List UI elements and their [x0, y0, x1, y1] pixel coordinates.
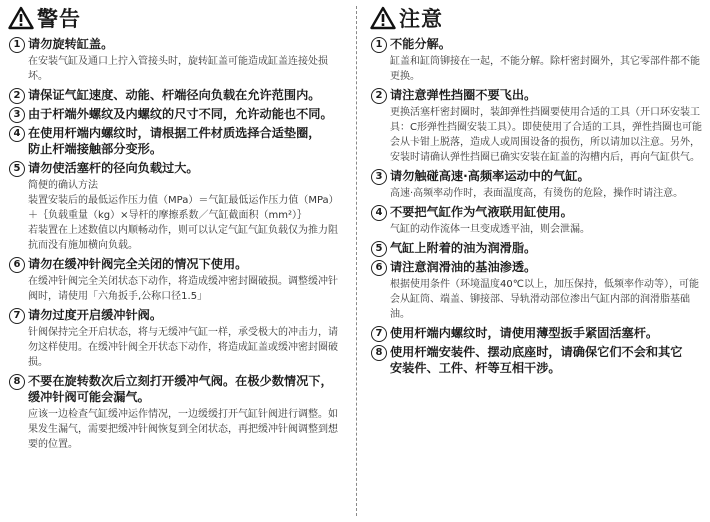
item-title-line: 安装件、工件、杆等互相干涉。 — [390, 361, 561, 375]
caution-section — [370, 4, 704, 379]
column-divider — [356, 6, 357, 516]
item-description — [390, 277, 704, 322]
warning-list — [8, 36, 344, 452]
caution-item-8 — [370, 344, 704, 376]
item-title-line: 请勿在缓冲针阀完全关闭的情况下使用。 — [28, 257, 248, 271]
item-title — [390, 259, 704, 275]
item-number: 3 — [9, 107, 25, 123]
caution-title: 注意 — [399, 7, 443, 31]
caution-list — [370, 36, 704, 376]
warning-item-4 — [8, 125, 344, 157]
item-title — [390, 36, 704, 52]
warning-item-7 — [8, 307, 344, 370]
warning-item-1 — [8, 36, 344, 84]
item-number: 8 — [9, 374, 25, 390]
item-title-line: 由于杆端外螺纹及内螺纹的尺寸不同，允许动能也不同。 — [28, 107, 333, 121]
item-number: 5 — [371, 241, 387, 257]
item-title-line: 请注意弹性挡圈不要飞出。 — [390, 88, 537, 102]
item-title — [28, 373, 344, 405]
warning-section — [8, 4, 344, 455]
item-title-line: 缓冲针阀可能会漏气。 — [28, 390, 150, 404]
item-title — [28, 125, 344, 157]
item-number: 6 — [9, 257, 25, 273]
item-description-line: 应该一边检查气缸缓冲运作情况，一边缓缓打开气缸针阀进行调整。如果发生漏气，需要把缓冲针阀恢复到全闭状态，再把缓冲针阀调整到想要的位置。 — [28, 409, 338, 450]
item-description-line: 在缓冲针阀完全关闭状态下动作，将造成缓冲密封圈破损。调整缓冲针阀时，请使用「六角扳手,公称口径1.5」 — [28, 276, 338, 302]
item-title-line: 请勿触碰高速·高频率运动中的气缸。 — [390, 169, 590, 183]
item-title — [390, 344, 704, 376]
item-title — [28, 87, 344, 103]
item-number: 1 — [9, 37, 25, 53]
warning-item-3 — [8, 106, 344, 122]
caution-item-7 — [370, 325, 704, 341]
caution-item-2 — [370, 87, 704, 165]
item-description — [28, 325, 344, 370]
item-title — [28, 160, 344, 176]
item-description-line: 若装置在上述数值以内顺畅动作，则可以认定气缸气缸负载仅为推力阻抗而没有施加横向负载。 — [28, 225, 338, 251]
item-number: 8 — [371, 345, 387, 361]
item-title-line: 在使用杆端内螺纹时，请根据工件材质选择合适垫圈， — [28, 126, 321, 140]
item-description-line: 针阀保持完全开启状态，将与无缓冲气缸一样，承受极大的冲击力，请勿这样使用。在缓冲针阀全开状态下动作，将造成缸盖或缓冲密封圈破损。 — [28, 327, 338, 368]
item-description-line: 在安装气缸及通口上拧入管接头时，旋转缸盖可能造成缸盖连接处损坏。 — [28, 56, 328, 82]
caution-item-1 — [370, 36, 704, 84]
warning-item-5 — [8, 160, 344, 253]
item-number: 3 — [371, 169, 387, 185]
item-description-line: 更换活塞杆密封圈时，装卸弹性挡圈要使用合适的工具（开口环安装工具：C形弹性挡圈安装工具）。即使使用了合适的工具，弹性挡圈也可能会从卡钳上脱落，造成人或周围设备的损伤，所以请加以注意。另外，安装时请确认弹性挡圈已确实安装在缸盖的沟槽内后，再向气缸供气。 — [390, 107, 702, 163]
item-title-line: 气缸上附着的油为润滑脂。 — [390, 241, 537, 255]
item-title-line: 不要在旋转数次后立刻打开缓冲气阀。在极少数情况下， — [28, 374, 333, 388]
item-description — [390, 222, 704, 237]
item-title — [28, 307, 344, 323]
item-title-line: 使用杆端安装件、摆动底座时，请确保它们不会和其它 — [390, 345, 683, 359]
caution-item-5 — [370, 240, 704, 256]
item-number: 6 — [371, 260, 387, 276]
item-description-line: 缸盖和缸筒铆接在一起，不能分解。除杆密封圈外，其它零部件都不能更换。 — [390, 56, 700, 82]
item-number: 1 — [371, 37, 387, 53]
item-title-line: 请勿使活塞杆的径向负载过大。 — [28, 161, 199, 175]
item-number: 7 — [9, 308, 25, 324]
item-description-line: 气缸的动作流体一旦变成透平油，则会泄漏。 — [390, 224, 590, 235]
item-title-line: 请勿旋转缸盖。 — [28, 37, 114, 51]
item-title — [390, 168, 704, 184]
caution-triangle-icon — [370, 6, 396, 30]
item-description-line: 装置安装后的最低运作压力值（MPa）＝气缸最低运作压力值（MPa）＋｛负载重量（kg）×导杆的摩擦系数／气缸截面积（mm²）｝ — [28, 195, 339, 221]
warning-heading — [8, 4, 344, 32]
item-title — [28, 106, 344, 122]
item-title-line: 请保证气缸速度、动能、杆端径向负载在允许范围内。 — [28, 88, 321, 102]
item-description — [28, 407, 344, 452]
warning-item-2 — [8, 87, 344, 103]
item-description — [390, 54, 704, 84]
warning-item-6 — [8, 256, 344, 304]
item-title — [390, 240, 704, 256]
item-number: 5 — [9, 161, 25, 177]
warning-item-8 — [8, 373, 344, 452]
item-title-line: 不能分解。 — [390, 37, 451, 51]
warning-title: 警告 — [37, 7, 81, 31]
item-title-line: 防止杆端接触部分变形。 — [28, 142, 163, 156]
caution-item-4 — [370, 204, 704, 237]
caution-item-6 — [370, 259, 704, 322]
item-description-line: 简便的确认方法 — [28, 180, 98, 191]
item-description — [28, 178, 344, 253]
item-description-line: 根据使用条件（环境温度40℃以上，加压保持，低频率作动等），可能会从缸筒、端盖、铆接部、导轨滑动部位渗出气缸内部的润滑脂基础油。 — [390, 279, 699, 320]
item-number: 2 — [9, 88, 25, 104]
caution-heading — [370, 4, 704, 32]
item-number: 7 — [371, 326, 387, 342]
item-title-line: 请注意润滑油的基油渗透。 — [390, 260, 537, 274]
item-description — [28, 54, 344, 84]
item-title-line: 不要把气缸作为气液联用缸使用。 — [390, 205, 573, 219]
item-title — [390, 204, 704, 220]
item-number: 2 — [371, 88, 387, 104]
item-title-line: 请勿过度开启缓冲针阀。 — [28, 308, 163, 322]
item-number: 4 — [371, 205, 387, 221]
item-title — [28, 36, 344, 52]
item-number: 4 — [9, 126, 25, 142]
item-title — [390, 87, 704, 103]
item-description — [28, 274, 344, 304]
item-title-line: 使用杆端内螺纹时，请使用薄型扳手紧固活塞杆。 — [390, 326, 659, 340]
item-description — [390, 186, 704, 201]
warning-triangle-icon — [8, 6, 34, 30]
item-description-line: 高速·高频率动作时，表面温度高，有烫伤的危险，操作时请注意。 — [390, 188, 684, 199]
item-title — [390, 325, 704, 341]
item-description — [390, 105, 704, 165]
item-title — [28, 256, 344, 272]
caution-item-3 — [370, 168, 704, 201]
